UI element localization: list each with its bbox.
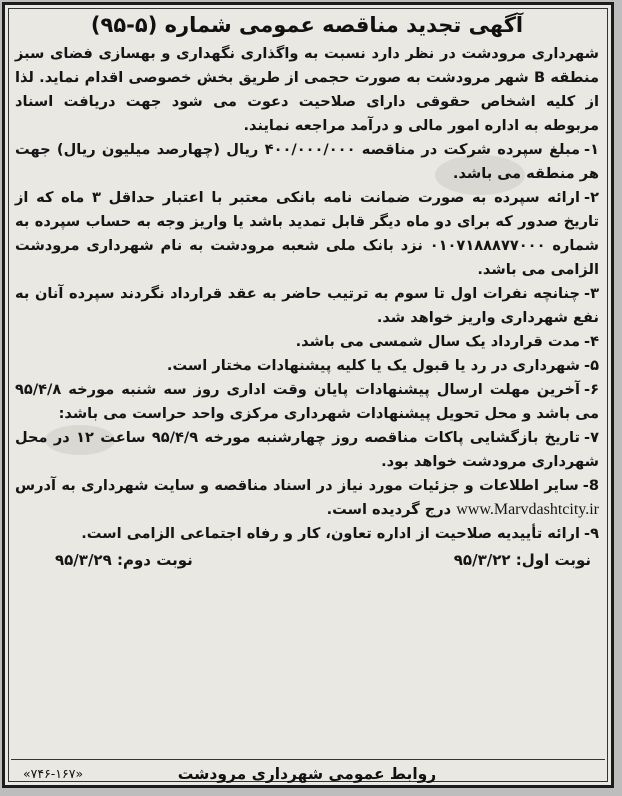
footer-issuer: روابط عمومی شهرداری مرودشت (177, 765, 437, 783)
first-publication-date: نوبت اول: ۹۵/۳/۲۲ (453, 551, 591, 569)
item-text: تاریخ بازگشایی پاکات مناقصه روز چهارشنبه مورخه ۹۵/۴/۹ ساعت ۱۲ در محل شهرداری مرودشت خواهد بود. (15, 429, 599, 470)
publication-dates (15, 548, 599, 572)
footer-divider (11, 759, 605, 760)
notice-body (15, 11, 599, 572)
notice-code: «۷۴۶-۱۶۷» (23, 766, 84, 781)
item-text: چنانچه نفرات اول تا سوم به ترتیب حاضر به عقد قرارداد نگردند سپرده آنان به نفع شهرداری واریز خواهد شد. (15, 285, 599, 326)
condition-item (15, 522, 599, 546)
item-text: مبلغ سپرده شرکت در مناقصه ۴۰۰/۰۰۰/۰۰۰ ریال (چهارصد میلیون ریال) جهت هر منطقه می باشد. (15, 141, 599, 182)
item-number: ۶- (584, 381, 599, 398)
condition-item (15, 282, 599, 330)
second-publication-date: نوبت دوم: ۹۵/۳/۲۹ (55, 551, 193, 569)
condition-item (15, 354, 599, 378)
item-number: ۳- (584, 285, 599, 302)
item-number: ۵- (584, 357, 599, 374)
notice-footer (15, 762, 599, 786)
item-text: سایر اطلاعات و جزئیات مورد نیاز در اسناد مناقصه و سایت شهرداری به آدرس (15, 477, 579, 494)
notice-title: آگهی تجدید مناقصه عمومی شماره (۵-۹۵) (90, 13, 524, 37)
website-link[interactable]: www.Marvdashtcity.ir (456, 501, 599, 518)
conditions-list (15, 138, 599, 546)
condition-item (15, 378, 599, 426)
item-text: شهرداری در رد یا قبول یک یا کلیه پیشنهادات مختار است. (166, 357, 581, 374)
item-text: آخرین مهلت ارسال پیشنهادات پایان وقت اداری روز سه شنبه مورخه ۹۵/۴/۸ می باشد و محل تحویل پیشنهادات شهرداری مرکزی واحد حراست می باشد: (15, 381, 599, 422)
item-number: ۷- (584, 429, 599, 446)
condition-item (15, 138, 599, 186)
item-text-after: درج گردیده است. (326, 501, 452, 518)
item-text: مدت قرارداد یک سال شمسی می باشد. (295, 333, 581, 350)
item-number: ۴- (584, 333, 599, 350)
item-number: ۲- (584, 189, 599, 206)
item-text: ارائه سپرده به صورت ضمانت نامه بانکی معتبر با اعتبار حداقل ۳ ماه که از تاریخ صدور که برای دو ماه دیگر قابل تمدید باشد یا واریز وجه به حساب سپرده به شماره ۰۱۰۷۱۸۸۸۷۷۰۰۰ نزد بانک ملی شعبه مرودشت به نام شهرداری مرودشت الزامی می باشد. (15, 189, 600, 278)
condition-item (15, 330, 599, 354)
item-number: ۱- (584, 141, 599, 158)
condition-item (15, 186, 599, 282)
item-text: ارائه تأییدیه صلاحیت از اداره تعاون، کار و رفاه اجتماعی الزامی است. (81, 525, 581, 542)
notice-paper (2, 2, 614, 788)
condition-item (15, 426, 599, 474)
condition-item (15, 474, 599, 522)
notice-intro: شهرداری مرودشت در نظر دارد نسبت به واگذاری نگهداری و بهسازی فضای سبز منطقه B شهر مرودشت به صورت حجمی از طریق بخش خصوصی اقدام نماید. لذا از کلیه اشخاص حقوقی دارای صلاحیت دعوت می شود جهت دریافت اسناد مربوطه به اداره امور مالی و درآمد مراجعه نمایند. (15, 45, 599, 134)
item-number: 8- (582, 477, 599, 494)
item-number: ۹- (584, 525, 599, 542)
